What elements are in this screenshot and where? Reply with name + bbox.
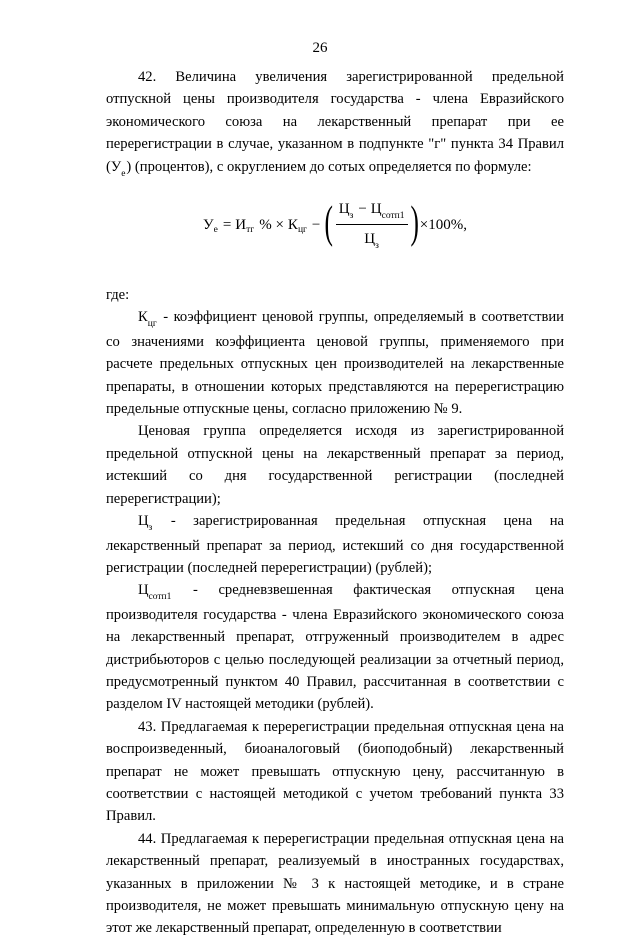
definition-cz [106,510,564,579]
formula-num-a-sub: з [349,210,354,221]
formula-numerator [336,198,409,225]
document-body [106,66,564,940]
paragraph-42-subscript: е [121,168,126,179]
definition-cz-text: - зарегистрированная предельная отпускная цена на лекарственный препарат за период, истекший со дня государственной регистрации (последней перерегистрации) (рублей); [106,513,564,576]
formula-index: И [235,216,247,233]
formula-num-b: Ц [370,200,382,217]
formula-den: Ц [364,231,376,248]
definition-k-symbol: $К_{цг}$ [138,309,157,330]
formula-num-b-sub: сотп1 [381,210,405,221]
paragraph-price-group: Ценовая группа определяется исходя из зарегистрированной предельной отпускной цены на лекарственный препарат за период, истекший со дня государственной регистрации (последней перерегистрации); [106,423,564,507]
formula-percent-times: % × [259,216,284,233]
formula-k-sub: цг [297,224,307,235]
formula-num-minus: − [358,200,367,217]
formula-close-paren: ) [410,196,420,248]
formula-tail: ×100%, [419,216,468,233]
where-label: где: [106,287,130,304]
paragraph-43: 43. Предлагаемая к перерегистрации предельная отпускная цена на воспроизведенный, биоаналоговый (биоподобный) лекарственный препарат не может превышать отпускную цену, рассчитанную в соответствии с настоящей методикой с учетом требований пункта 33 Правил. [106,718,564,825]
paragraph-42 [106,66,564,180]
definition-csotp [106,579,564,715]
formula-num-a: Ц [338,200,350,217]
formula-index-sub: тг [246,224,255,235]
formula-minus: − [311,216,321,233]
formula-open-paren: ( [324,196,334,248]
page-number: 26 [312,40,328,56]
formula-den-sub: з [375,241,379,252]
paragraph-42-end: ) (процентов), с округлением до сотых определяется по формуле: [126,158,532,175]
definition-csotp-text: - средневзвешенная фактическая отпускная цена производителя государства - члена Евразийского экономического союза на лекарственный препарат, отгруженный производителем в адрес дистрибьюторов с целью последующей реализации за отчетный период, предусмотренный пунктом 40 Правил, рассчитанная в соответствии с разделом IV настоящей методики (рублей). [106,582,564,713]
definition-csotp-symbol: $Ц_{сотп1}$ [138,582,172,603]
paragraph-44: 44. Предлагаемая к перерегистрации предельная отпускная цена на лекарственный препарат, реализуемый в иностранных государствах, указанных в приложении № 3 к настоящей методике, и в стране производителя, не может превышать минимальную отпускную цену на этот же лекарственный препарат, определенную в соответствии [106,830,564,937]
formula-k: К [287,216,298,233]
formula-equals: = [222,216,232,233]
formula-fraction [336,198,409,253]
formula-denominator [364,225,380,252]
formula-lhs: У [202,216,214,233]
definition-k-text: - коэффициент ценовой группы, определяемый в соответствии со значениями коэффициента ценовой группы, применяемого при расчете предельных отпускных цен производителей на лекарственные препараты, в отношении которых представляются на перерегистрацию предельные отпускные цены, согласно приложению № 9. [106,309,564,418]
formula-lhs-sub: е [213,224,218,235]
paragraph-42-text: 42. Величина увеличения зарегистрированной предельной отпускной цены производителя государства - члена Евразийского экономического союза на лекарственный препарат при ее перерегистрации в случае, указанном в подпункте "г" пункта 34 Правил (У [106,69,564,175]
formula [106,180,564,270]
definition-cz-symbol: $Ц_з$ [138,513,153,534]
definition-k [106,306,564,420]
